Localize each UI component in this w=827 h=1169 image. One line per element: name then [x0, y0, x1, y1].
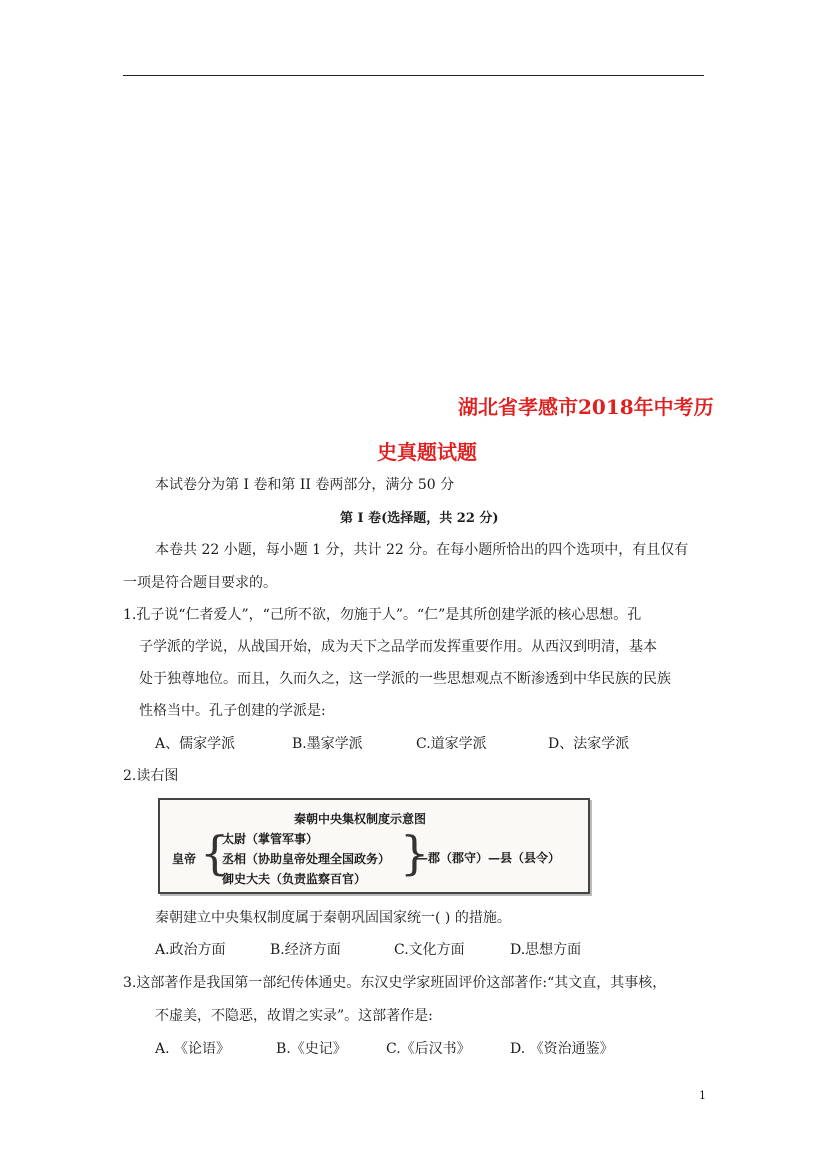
- q2-option-b: B.经济方面: [270, 942, 341, 958]
- q2-stem: 秦朝建立中央集权制度属于秦朝巩固国家统一( ) 的措施。: [155, 910, 511, 926]
- right-brace-icon: }: [400, 826, 430, 880]
- q3-line: 不虚美，不隐恶，故谓之实录”。这部著作是:: [155, 1008, 433, 1024]
- header-rule: [123, 75, 704, 76]
- q1-option-d: D、法家学派: [548, 736, 630, 752]
- q2-prompt: 2.读右图: [123, 768, 179, 784]
- left-brace-icon: {: [200, 826, 230, 880]
- page-title-line2: 史真题试题: [377, 440, 477, 464]
- q3-option-a: A. 《论语》: [155, 1041, 231, 1057]
- q3-option-b: B.《史记》: [276, 1041, 347, 1057]
- exam-intro: 本试卷分为第 I 卷和第 II 卷两部分，满分 50 分: [155, 477, 455, 493]
- page-title-line1: 湖北省孝感市2018年中考历: [458, 395, 714, 419]
- q1-option-c: C.道家学派: [416, 736, 487, 752]
- q3-option-d: D. 《资治通鉴》: [510, 1041, 614, 1057]
- diagram-official: 御史大夫（负责监察百官）: [222, 872, 367, 886]
- page-number: 1: [699, 1089, 706, 1102]
- q2-option-a: A.政治方面: [155, 942, 226, 958]
- section-heading: 第 I 卷(选择题，共 22 分): [340, 511, 499, 526]
- q2-option-c: C.文化方面: [394, 942, 465, 958]
- instruction-line: 一项是符合题目要求的。: [123, 575, 277, 591]
- instruction-line: 本卷共 22 小题，每小题 1 分，共计 22 分。在每小题所恰出的四个选项中，有且仅有: [155, 542, 689, 558]
- q1-line: 1.孔子说“仁者爱人”，“己所不欲，勿施于人”。“仁”是其所创建学派的核心思想。孔: [123, 607, 642, 623]
- q1-line: 性格当中。孔子创建的学派是:: [139, 703, 326, 719]
- q1-option-a: A、儒家学派: [155, 736, 236, 752]
- q2-option-d: D.思想方面: [510, 942, 582, 958]
- q1-line: 处于独尊地位。而且，久而久之，这一学派的一些思想观点不断渗透到中华民族的民族: [139, 671, 671, 687]
- diagram-local-chain: —郡（郡守）—县（县令）: [416, 851, 561, 865]
- q1-line: 子学派的学说，从战国开始，成为天下之品学而发挥重要作用。从西汉到明清，基本: [139, 639, 657, 655]
- q1-option-b: B.墨家学派: [292, 736, 363, 752]
- diagram-title: 秦朝中央集权制度示意图: [294, 812, 427, 826]
- diagram-official: 丞相（协助皇帝处理全国政务）: [222, 852, 391, 866]
- q3-option-c: C.《后汉书》: [386, 1041, 471, 1057]
- diagram-emperor: 皇帝: [172, 852, 197, 866]
- qin-system-diagram: [158, 798, 590, 894]
- diagram-official: 太尉（掌管军事）: [222, 832, 319, 846]
- q3-line: 3.这部著作是我国第一部纪传体通史。东汉史学家班固评价这部著作:“其文直，其事核，: [123, 975, 667, 991]
